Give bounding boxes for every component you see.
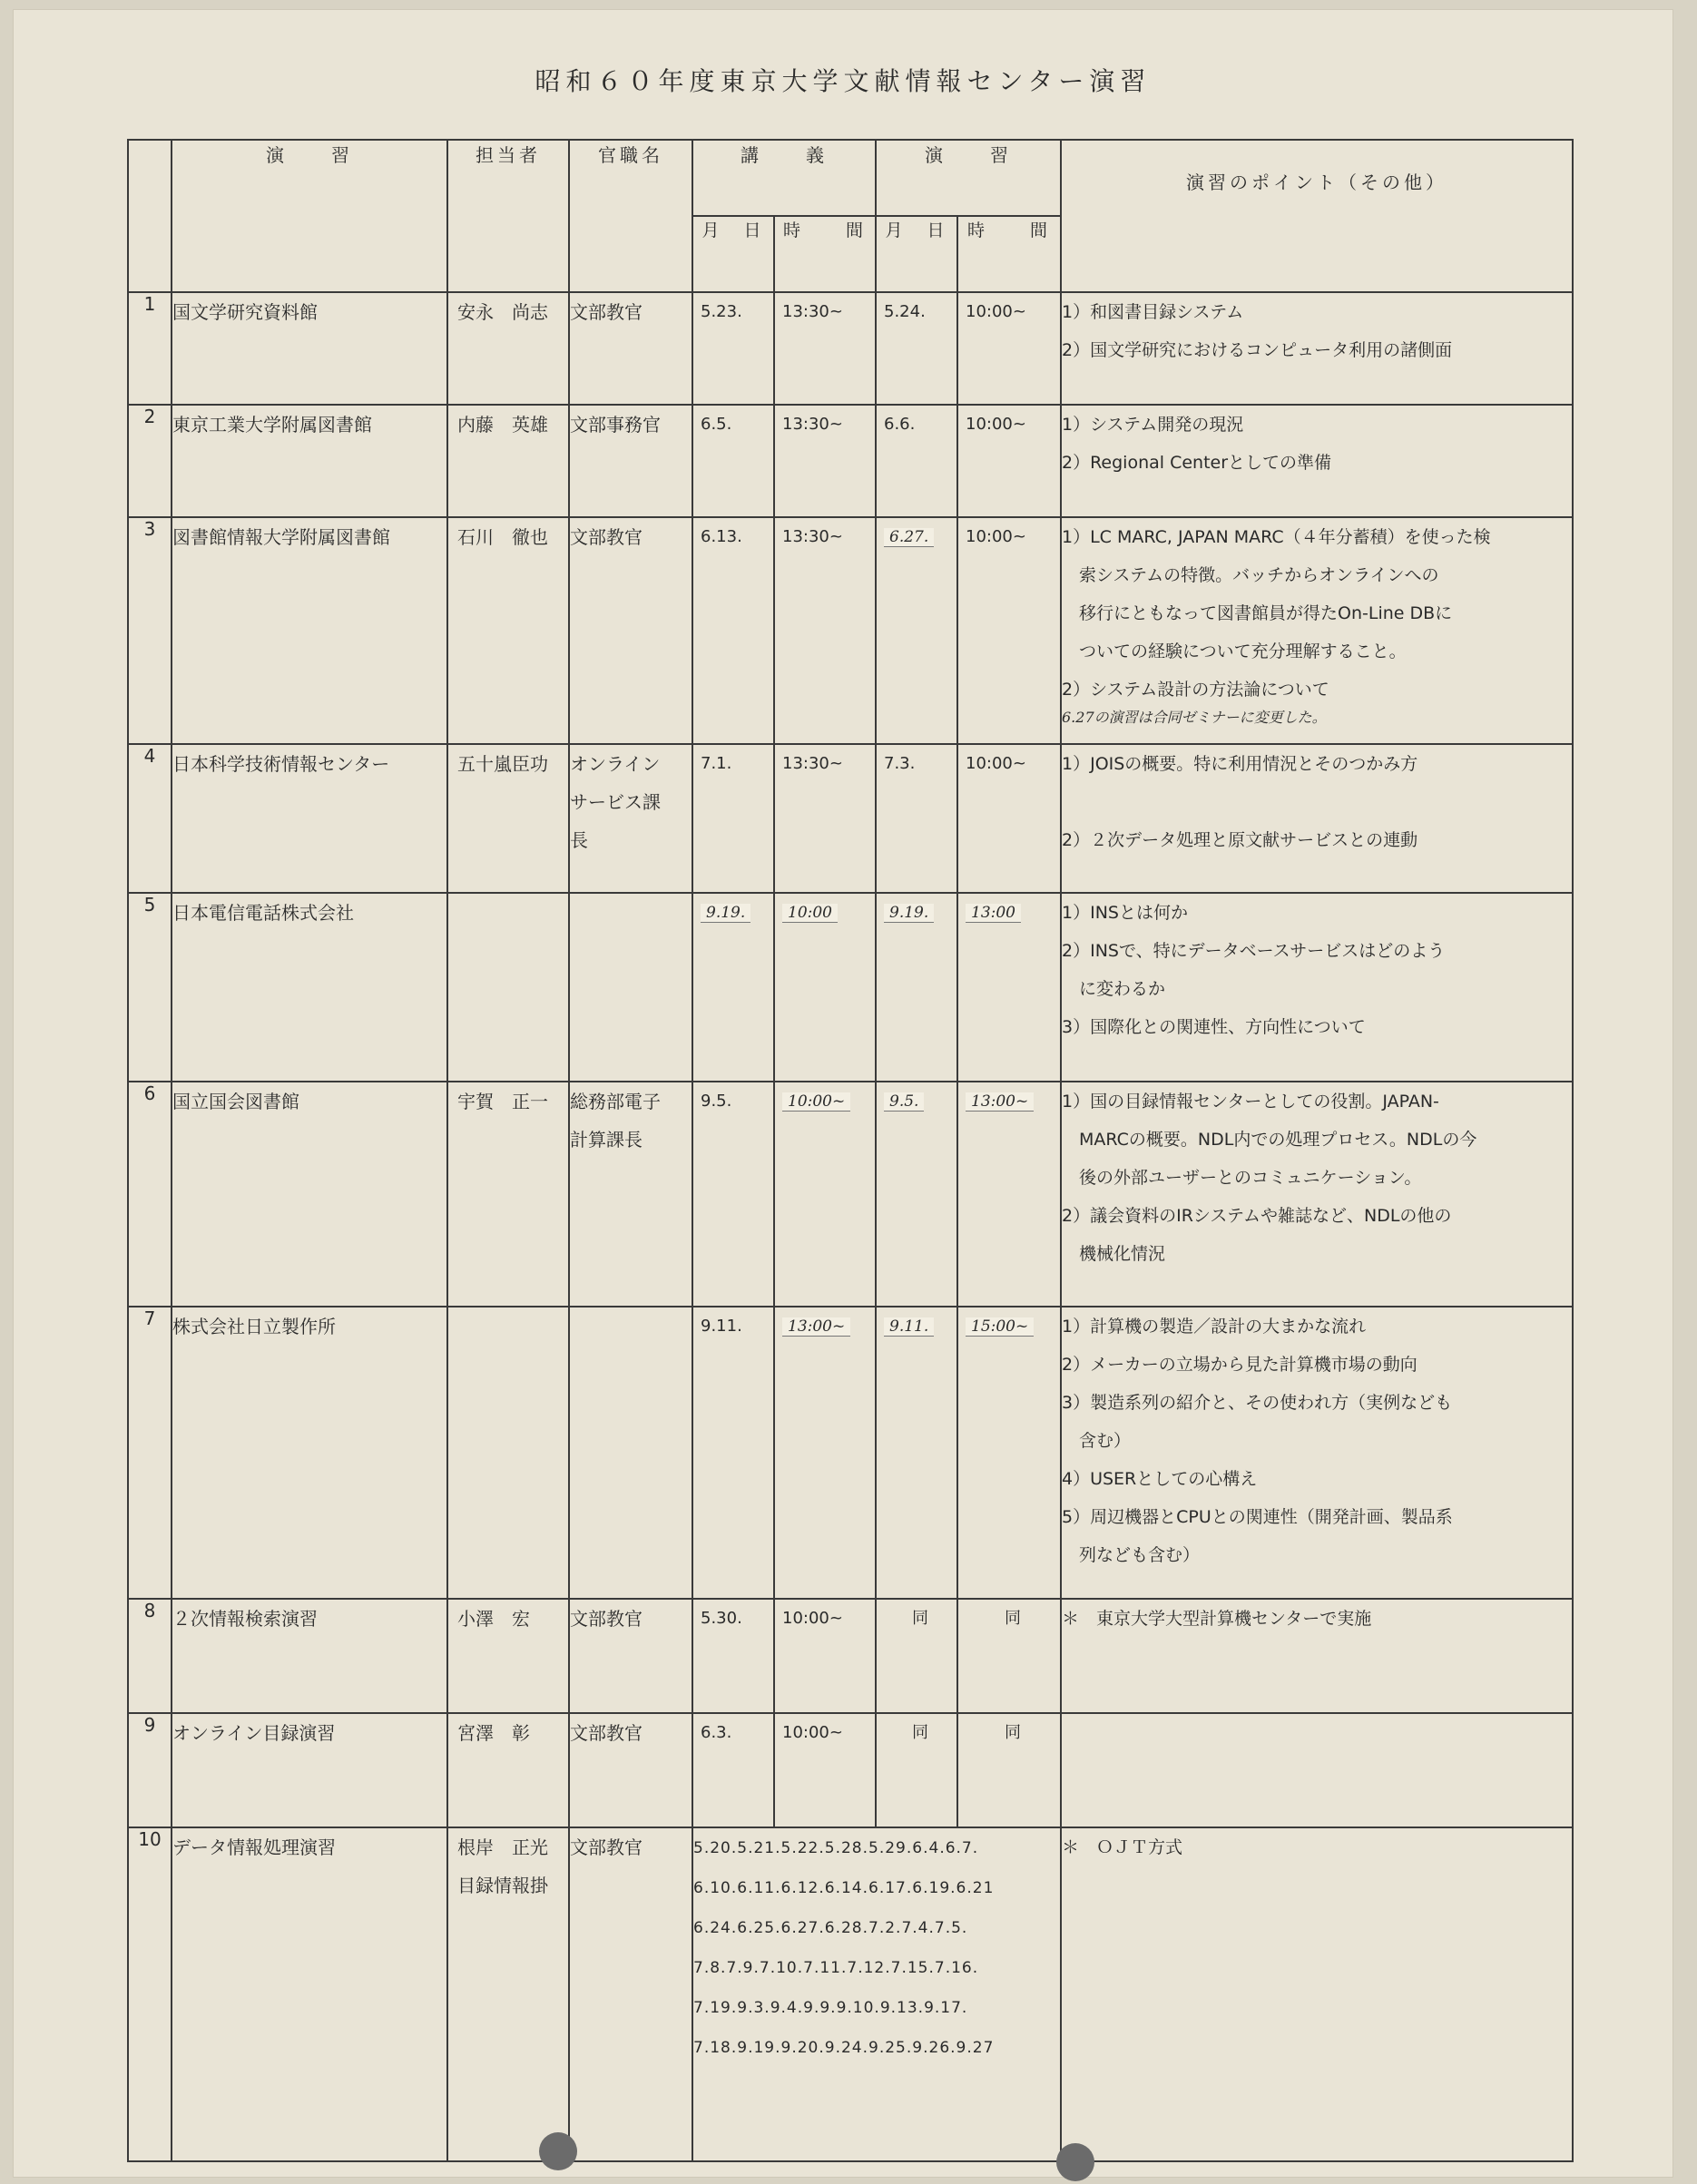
row-points [1061,1307,1573,1599]
row-points [1061,1827,1573,2161]
row-points [1061,1082,1573,1307]
row-lecture-date [692,517,774,744]
point-line [1062,783,1572,821]
row-exercise: 国立国会図書館 [172,1082,447,1307]
point-line: 1）INSとは何か [1062,903,1188,923]
value: 5.30. [701,1609,742,1628]
value: 6.3. [701,1723,732,1742]
row-number: 5 [128,893,172,1082]
value: 13:30~ [782,415,843,434]
row-number: 8 [128,1599,172,1713]
header-person: 担当者 [447,140,569,292]
point-line: 2）議会資料のIRシステムや雑誌など、NDLの他の [1062,1206,1452,1226]
point-line: 1）システム開発の現況 [1062,415,1244,435]
row-points [1061,292,1573,405]
row-practice-time [957,1599,1061,1713]
value: 5.24. [884,302,926,321]
row-lecture-time [774,744,876,893]
value: 6.5. [701,415,732,434]
value: 10:00~ [966,415,1026,434]
point-line: 1）JOISの概要。特に利用情況とそのつかみ方 [1062,754,1418,774]
date-line: 7.8.7.9.7.10.7.11.7.12.7.15.7.16. [693,1959,979,1977]
value: 6.27. [884,528,934,547]
row-practice-date [876,292,957,405]
row-number: 2 [128,405,172,517]
point-line: 機械化情況 [1062,1244,1166,1264]
binding-hole [539,2132,577,2170]
date-line: 7.19.9.3.9.4.9.9.9.10.9.13.9.17. [693,1999,968,2017]
row-practice-time [957,405,1061,517]
header-practice-time: 時 間 [957,216,1061,292]
row-number: 9 [128,1713,172,1827]
row-practice-date [876,517,957,744]
row-lecture-time [774,893,876,1082]
row-lecture-time [774,1307,876,1599]
row-points [1061,405,1573,517]
date-line: 5.20.5.21.5.22.5.28.5.29.6.4.6.7. [693,1839,979,1857]
row-practice-date [876,1599,957,1713]
table-row [128,1599,1573,1713]
row-dates [692,1827,1061,2161]
row-lecture-time [774,292,876,405]
page-title: 昭和６０年度東京大学文献情報センター演習 [535,66,1152,96]
value: 同 [912,1609,928,1628]
value: 13:00 [966,904,1021,923]
row-lecture-date [692,1307,774,1599]
point-line: 索システムの特徴。バッチからオンラインへの [1062,565,1439,585]
row-exercise: 東京工業大学附属図書館 [172,405,447,517]
value: 10:00~ [966,527,1026,546]
row-points [1061,744,1573,893]
date-line: 6.24.6.25.6.27.6.28.7.2.7.4.7.5. [693,1919,968,1937]
row-practice-time [957,1307,1061,1599]
table-row [128,292,1573,405]
table-row [128,1827,1573,2161]
table-row [128,1307,1573,1599]
point-line: 列なども含む） [1062,1545,1201,1565]
row-exercise: 株式会社日立製作所 [172,1307,447,1599]
point-line: 2）メーカーの立場から見た計算機市場の動向 [1062,1355,1417,1375]
row-person: 宇賀 正一 [447,1082,569,1307]
row-number: 10 [128,1827,172,2161]
header-number [128,140,172,292]
value: 7.3. [884,754,916,773]
header-lecture-time: 時 間 [774,216,876,292]
row-position: 文部教官 [569,1713,692,1827]
value: 10:00~ [966,302,1026,321]
row-person: 内藤 英雄 [447,405,569,517]
header-position: 官職名 [569,140,692,292]
row-lecture-date [692,1713,774,1827]
value: 13:00~ [966,1092,1034,1112]
point-line: MARCの概要。NDL内での処理プロセス。NDLの今 [1062,1130,1477,1150]
row-points [1061,1713,1573,1827]
row-points [1061,1599,1573,1713]
row-number: 1 [128,292,172,405]
handwritten-note: 6.27の演習は合同ゼミナーに変更した。 [1062,709,1327,726]
row-exercise: 日本科学技術情報センター [172,744,447,893]
row-person [447,1307,569,1599]
point-line: 2）２次データ処理と原文献サービスとの連動 [1062,830,1418,850]
value: 5.23. [701,302,742,321]
row-lecture-date [692,744,774,893]
row-exercise: 図書館情報大学附属図書館 [172,517,447,744]
point-line: 2）国文学研究におけるコンピュータ利用の諸側面 [1062,340,1453,360]
row-number: 6 [128,1082,172,1307]
table-row [128,405,1573,517]
row-position: 文部教官 [569,1827,692,2161]
table-row [128,1713,1573,1827]
row-position [569,893,692,1082]
point-line: 移行にともなって図書館員が得たOn-Line DBに [1062,603,1453,623]
row-lecture-date [692,1599,774,1713]
row-practice-time [957,893,1061,1082]
row-practice-date [876,1082,957,1307]
row-lecture-time [774,1082,876,1307]
point-line: 1）国の目録情報センターとしての役割。JAPAN- [1062,1092,1439,1112]
row-person [447,893,569,1082]
header-exercise: 演 習 [172,140,447,292]
value: 13:30~ [782,754,843,773]
row-position: 文部教官 [569,1599,692,1713]
header-lecture: 講 義 [692,140,876,216]
table-row [128,517,1573,744]
row-practice-time [957,744,1061,893]
value: 6.6. [884,415,916,434]
value: 10:00~ [966,754,1026,773]
date-line: 7.18.9.19.9.20.9.24.9.25.9.26.9.27 [693,2039,995,2057]
row-number: 3 [128,517,172,744]
row-practice-time [957,1713,1061,1827]
header-practice: 演 習 [876,140,1061,216]
row-number: 4 [128,744,172,893]
point-line: 2）INSで、特にデータベースサービスはどのよう [1062,941,1446,961]
value: 9.11. [884,1317,934,1337]
row-position: 文部教官 [569,517,692,744]
row-lecture-time [774,517,876,744]
row-lecture-time [774,405,876,517]
binding-hole [1056,2143,1094,2181]
header-lecture-date: 月 日 [692,216,774,292]
row-position [569,1307,692,1599]
row-number: 7 [128,1307,172,1599]
value: 10:00~ [782,1609,843,1628]
row-person: 根岸 正光 目録情報掛 [447,1827,569,2161]
point-line: 1）計算機の製造／設計の大まかな流れ [1062,1317,1367,1337]
row-exercise: ２次情報検索演習 [172,1599,447,1713]
row-position: オンライン サービス課 長 [569,744,692,893]
row-practice-date [876,744,957,893]
row-exercise: オンライン目録演習 [172,1713,447,1827]
schedule-table [127,139,1574,2162]
row-position: 文部事務官 [569,405,692,517]
point-line: 3）国際化との関連性、方向性について [1062,1017,1366,1037]
point-line: 1）LC MARC, JAPAN MARC（４年分蓄積）を使った検 [1062,527,1491,547]
point-line: に変わるか [1062,979,1166,999]
row-lecture-date [692,292,774,405]
row-lecture-date [692,893,774,1082]
header-practice-date: 月 日 [876,216,957,292]
value: 10:00~ [782,1723,843,1742]
value: 同 [1005,1609,1021,1628]
value: 9.5. [884,1092,924,1112]
row-lecture-date [692,405,774,517]
row-position: 文部教官 [569,292,692,405]
point-line: 5）周辺機器とCPUとの関連性（開発計画、製品系 [1062,1507,1453,1527]
table-row [128,744,1573,893]
row-practice-date [876,405,957,517]
point-line: 後の外部ユーザーとのコミュニケーション。 [1062,1168,1422,1188]
point-line: 1）和図書目録システム [1062,302,1244,322]
value: 13:00~ [782,1317,850,1337]
row-practice-date [876,893,957,1082]
value: 7.1. [701,754,732,773]
row-practice-date [876,1713,957,1827]
row-practice-date [876,1307,957,1599]
value: 同 [912,1723,928,1742]
value: 15:00~ [966,1317,1034,1337]
point-line: 3）製造系列の紹介と、その使われ方（実例なども [1062,1393,1453,1413]
value: 9.19. [701,904,750,923]
value: 13:30~ [782,302,843,321]
row-lecture-date [692,1082,774,1307]
value: 9.11. [701,1317,742,1336]
table-row [128,893,1573,1082]
row-person: 小澤 宏 [447,1599,569,1713]
point-line: 4）USERとしての心構え [1062,1469,1258,1489]
row-exercise: データ情報処理演習 [172,1827,447,2161]
row-practice-time [957,517,1061,744]
row-person: 石川 徹也 [447,517,569,744]
document-page [13,9,1673,2178]
point-line: ＊ ＯＪＴ方式 [1062,1837,1183,1857]
row-lecture-time [774,1713,876,1827]
row-points [1061,517,1573,744]
row-person: 宮澤 彰 [447,1713,569,1827]
row-exercise: 日本電信電話株式会社 [172,893,447,1082]
value: 同 [1005,1723,1021,1742]
point-line: 2）システム設計の方法論について [1062,680,1329,700]
point-line: 含む） [1062,1431,1132,1451]
point-line: 2）Regional Centerとしての準備 [1062,453,1332,473]
date-line: 6.10.6.11.6.12.6.14.6.17.6.19.6.21 [693,1879,995,1897]
header-points: 演習のポイント（その他） [1061,140,1573,292]
point-line: ＊ 東京大学大型計算機センターで実施 [1062,1609,1372,1629]
row-person: 五十嵐臣功 [447,744,569,893]
row-exercise: 国文学研究資料館 [172,292,447,405]
value: 13:30~ [782,527,843,546]
row-person: 安永 尚志 [447,292,569,405]
row-lecture-time [774,1599,876,1713]
point-line: ついての経験について充分理解すること。 [1062,641,1407,661]
row-position: 総務部電子 計算課長 [569,1082,692,1307]
row-practice-time [957,292,1061,405]
value: 6.13. [701,527,742,546]
value: 10:00 [782,904,838,923]
table-row [128,1082,1573,1307]
value: 10:00~ [782,1092,850,1112]
value: 9.19. [884,904,934,923]
value: 9.5. [701,1092,732,1111]
row-practice-time [957,1082,1061,1307]
row-points [1061,893,1573,1082]
